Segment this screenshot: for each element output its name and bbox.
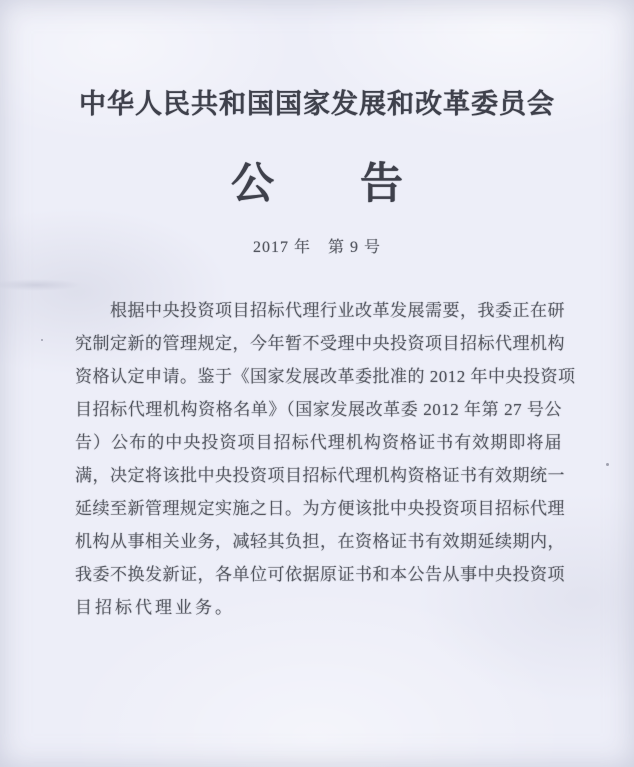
notice-body <box>75 294 576 624</box>
body-line: 究制定新的管理规定，今年暂不受理中央投资项目招标代理机构 <box>75 334 565 353</box>
body-line: 满，决定将该批中央投资项目招标代理机构资格证书有效期统一 <box>75 466 565 485</box>
body-line: 根据中央投资项目招标代理行业改革发展需要，我委正在研 <box>110 301 565 320</box>
body-line: 延续至新管理规定实施之日。为方便该批中央投资项目招标代理 <box>75 499 565 518</box>
body-line: 我委不换发新证，各单位可依据原证书和本公告从事中央投资项 <box>75 565 565 584</box>
notice-title: 公 告 <box>231 161 403 208</box>
scan-speck <box>606 463 609 466</box>
body-line: 目招标代理机构资格名单》（国家发展改革委 2012 年第 27 号公 <box>75 400 562 419</box>
body-line: 告）公布的中央投资项目招标代理机构资格证书有效期即将届 <box>75 433 562 452</box>
issuing-authority-title: 中华人民共和国国家发展和改革委员会 <box>79 89 555 119</box>
scan-smudge <box>0 276 120 294</box>
notice-number: 2017 年 第 9 号 <box>252 239 381 256</box>
scan-speck <box>41 339 43 341</box>
body-line: 目招标代理业务。 <box>75 598 235 617</box>
body-line: 机构从事相关业务，减轻其负担，在资格证书有效期延续期内， <box>75 532 565 551</box>
body-line: 资格认定申请。鉴于《国家发展改革委批准的 2012 年中央投资项 <box>75 367 576 386</box>
